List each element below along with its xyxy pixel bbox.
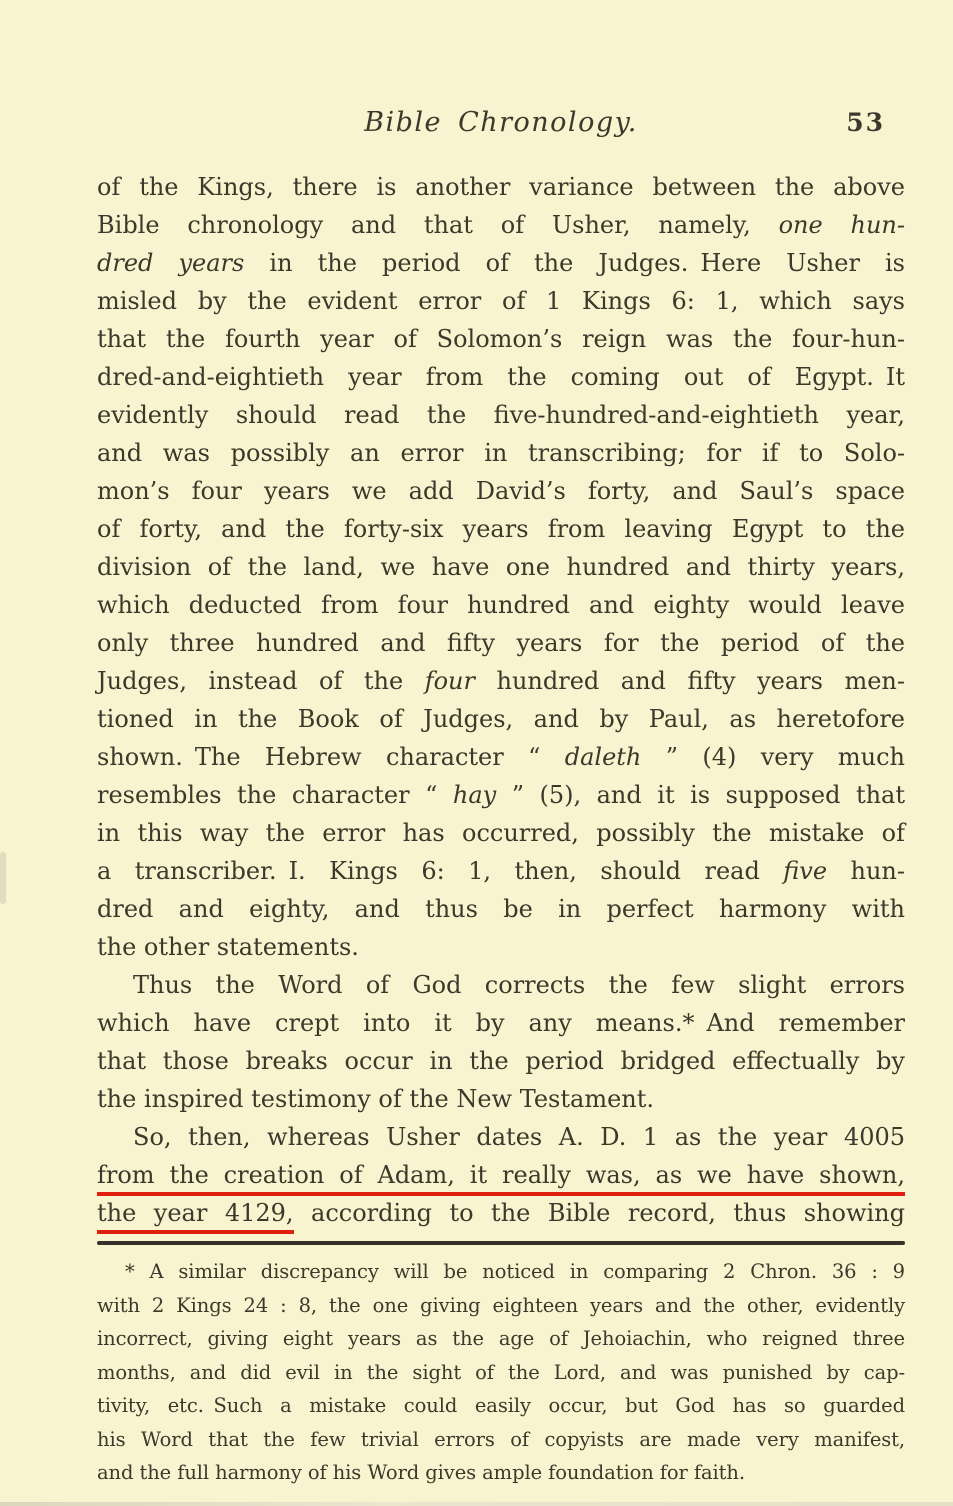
footnote-text [97,1255,905,1490]
body-text [97,168,905,1232]
text-block [97,104,905,1490]
text-line: Thus the Word of God corrects the few slight errors [133,971,905,999]
body-paragraph-3 [97,1118,905,1232]
text-line: which have crept into it by any means.* And remember [97,1009,905,1037]
text-line: incorrect, giving eight years as the age of Jehoiachin, who reigned three [97,1327,905,1350]
text-line: only three hundred and fifty years for the period of the [97,629,905,657]
text-line: and was possibly an error in transcribing; for if to Solo- [97,439,905,467]
footnote [97,1255,905,1490]
text-line: * A similar discrepancy will be noticed in comparing 2 Chron. 36 : 9 [125,1260,905,1283]
text-line: division of the land, we have one hundred and thirty years, [97,553,905,581]
text-line: of the Kings, there is another variance between the above [97,173,905,201]
text-line [97,1156,905,1194]
text-line: of forty, and the forty-six years from leaving Egypt to the [97,515,905,543]
text-line: So, then, whereas Usher dates A. D. 1 as the year 4005 [133,1123,905,1151]
page-header [97,104,905,142]
text-line: a transcriber. I. Kings 6: 1, then, should read five hun- [97,857,905,885]
text-line: which deducted from four hundred and eighty would leave [97,591,905,619]
text-line: evidently should read the five-hundred-and-eightieth year, [97,401,905,429]
text-line: that those breaks occur in the period bridged effectually by [97,1047,905,1075]
body-paragraph-2 [97,966,905,1118]
text-line: months, and did evil in the sight of the Lord, and was punished by cap- [97,1360,905,1384]
text-line: dred years in the period of the Judges. Here Usher is [97,249,906,277]
text-line: with 2 Kings 24 : 8, the one giving eighteen years and the other, evidently [97,1293,905,1317]
text-line: the year 4129, according to the Bible record, thus showing [97,1194,905,1232]
text-line: shown. The Hebrew character “ daleth ” (4) very much [97,743,905,771]
text-line: tioned in the Book of Judges, and by Paul, as heretofore [97,705,905,733]
text-line: Judges, instead of the four hundred and fifty years men- [97,667,905,695]
red-underlined-text: the year 4129, [97,1199,294,1234]
text-line: his Word that the few trivial errors of copyists are made very manifest, [97,1427,905,1451]
footnote-separator-rule [97,1241,905,1245]
text-line: tivity, etc. Such a mistake could easily occur, but God has so guarded [97,1394,905,1417]
text-line: and the full harmony of his Word gives ample foundation for faith. [97,1461,745,1484]
running-head-title: Bible Chronology. [364,107,638,138]
red-underlined-text: from the creation of Adam, it really was, as we have shown, [97,1161,905,1196]
text-line: the other statements. [97,933,359,961]
text-line: Bible chronology and that of Usher, namely, one hun- [97,211,905,239]
text-line: dred-and-eightieth year from the coming out of Egypt. It [97,363,905,391]
text-line: dred and eighty, and thus be in perfect harmony with [97,895,905,923]
body-paragraph-1 [97,168,905,966]
text-line: that the fourth year of Solomon’s reign was the four-hun- [97,325,905,353]
scan-artifact-bottom-edge [0,1502,953,1506]
text-line: misled by the evident error of 1 Kings 6: 1, which says [97,287,905,315]
text-line: the inspired testimony of the New Testament. [97,1085,655,1113]
text-line: in this way the error has occurred, possibly the mistake of [97,819,905,847]
text-line: resembles the character “ hay ” (5), and it is supposed that [97,781,905,809]
text-line: mon’s four years we add David’s forty, and Saul’s space [97,477,905,505]
scan-artifact-left-edge [0,852,6,904]
page-number: 53 [846,108,885,137]
